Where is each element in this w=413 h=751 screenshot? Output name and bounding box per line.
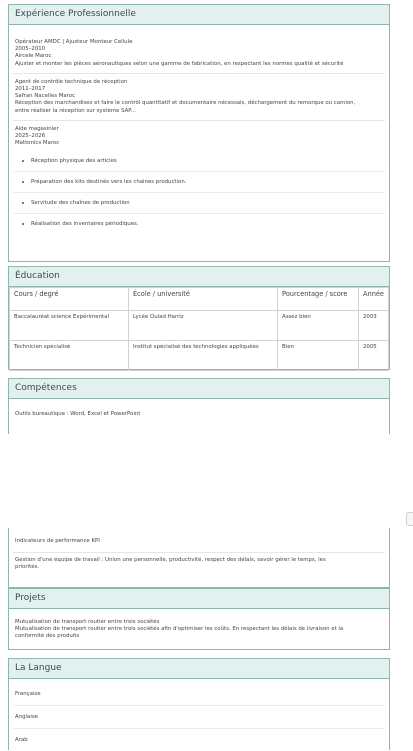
job-entry — [9, 121, 389, 148]
table-row — [10, 311, 389, 341]
project-entry — [9, 609, 389, 641]
job-role: Aide magasinier — [15, 125, 59, 132]
job-entry — [9, 74, 389, 115]
list-item: Préparation des kits destinés vers les chaines production. — [13, 172, 385, 193]
job-period: 2005–2010 — [15, 46, 46, 53]
table-cell: Lycée Oulad Harriz — [129, 311, 278, 341]
bullet-icon — [22, 181, 24, 183]
task-list — [9, 151, 389, 234]
languages-heading: La Langue — [9, 659, 389, 679]
table-cell: Baccalauréat science Expérimental — [10, 311, 129, 341]
list-item: Arab — [15, 737, 28, 743]
table-cell: 2003 — [359, 311, 389, 341]
page-gap — [0, 436, 413, 526]
list-item: Française — [13, 683, 385, 706]
job-period: 2011–2017 — [15, 86, 46, 93]
experience-heading: Expérience Professionnelle — [9, 5, 389, 25]
skills-continued — [8, 528, 390, 588]
list-item: Anglaise — [13, 706, 385, 729]
list-item: Réalisation des inventaires périodiques. — [13, 214, 385, 234]
skill-item: Gestion d'une équipe de travail : Union une personnelle, productivité, respect des délais, savoir gérer le temps, les priorités. — [15, 557, 326, 571]
job-description: Réception des marchandises et faire le contrôl quantitatif et documentaire nécessais, déchargement du remorque ou camion, entre réaliser la réception sur système SAP... — [15, 100, 356, 114]
table-cell: Assez bien — [278, 311, 359, 341]
column-header: École / université — [129, 288, 278, 311]
languages-section — [8, 658, 390, 750]
table-cell: Bien — [278, 341, 359, 371]
list-item: Servitude des chaînes de production — [13, 193, 385, 214]
skills-section — [8, 378, 390, 434]
list-item: Réception physique des articles — [13, 151, 385, 172]
bullet-icon — [22, 160, 24, 162]
skill-item: Indicateurs de performance KPI — [15, 538, 100, 544]
job-description: Ajuster et monter les pièces aéronautiques selon une gamme de fabrication, en respectant les normes qualité et sécurité — [15, 60, 344, 67]
project-line: Mutualisation de transport routier entre trois sociétés afin d'optimiser les coûts. En respectant les délais de livraison et la conformité des produits — [15, 626, 344, 640]
job-role: Agent de contrôle technique de réception — [15, 78, 128, 85]
job-role: Opérateur AMDC | Ajusteur Monteur Cellule — [15, 39, 133, 45]
skill-item: Outils bureautique : Word, Excel et PowerPoint — [15, 411, 141, 417]
scroll-handle[interactable] — [406, 512, 413, 526]
education-section — [8, 266, 390, 370]
job-entry — [9, 25, 389, 68]
column-header: Cours / degré — [10, 288, 129, 311]
experience-section — [8, 4, 390, 262]
job-company: Safran Nacelles Maroc — [15, 93, 76, 100]
project-line: Mutualisation de transport routier entre trois sociétés — [15, 619, 160, 625]
skills-heading: Compétences — [9, 379, 389, 399]
job-period: 2025–2026 — [15, 133, 46, 140]
table-row — [10, 341, 389, 371]
bullet-icon — [22, 202, 24, 204]
table-header-row — [10, 288, 389, 311]
column-header: Pourcentage / score — [278, 288, 359, 311]
bullet-icon — [22, 223, 24, 225]
job-company: Aircele Maroc — [15, 53, 52, 60]
job-company: Mattonics Maroc — [15, 140, 60, 147]
projects-heading: Projets — [9, 589, 389, 609]
table-cell: Institut spécialisé des technologies appliquées — [129, 341, 278, 371]
table-cell: 2005 — [359, 341, 389, 371]
education-table — [9, 287, 389, 371]
projects-section — [8, 588, 390, 650]
education-heading: Éducation — [9, 267, 389, 287]
table-cell: Technicien spécialisé — [10, 341, 129, 371]
column-header: Année — [359, 288, 389, 311]
